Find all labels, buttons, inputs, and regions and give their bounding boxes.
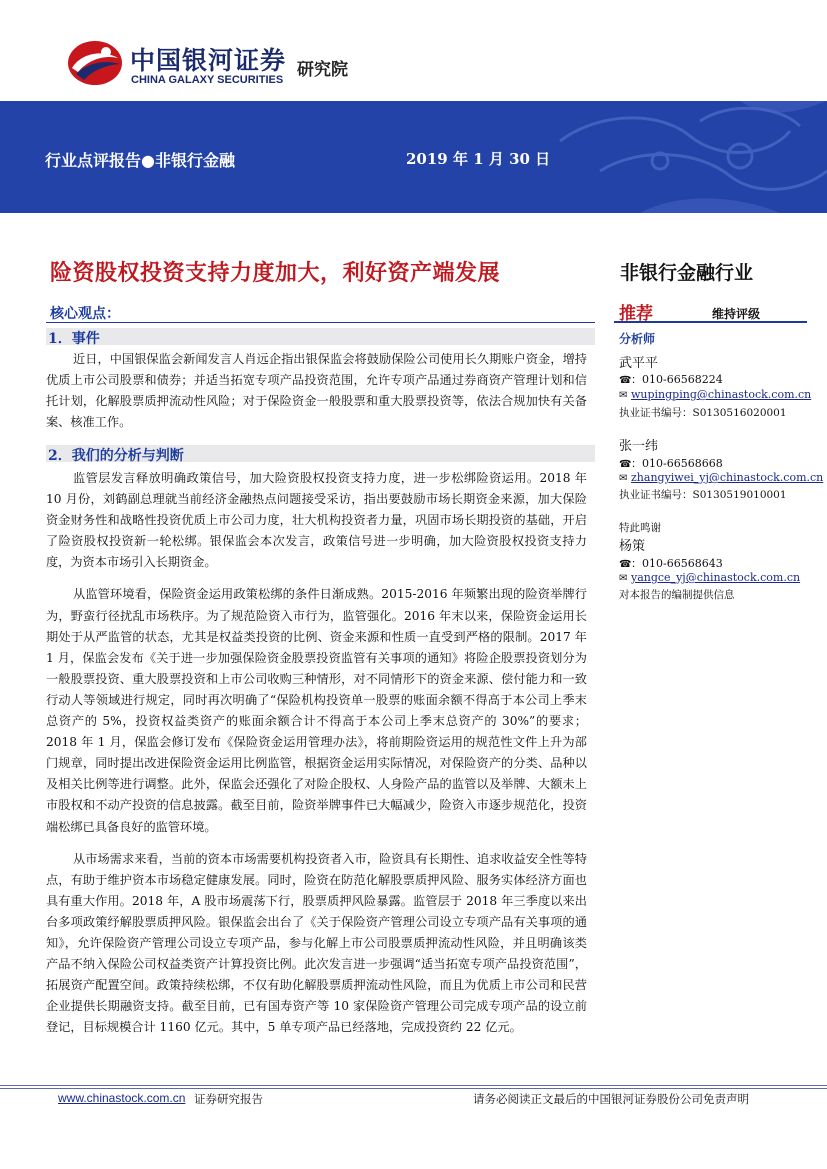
analyst-email bbox=[619, 388, 811, 401]
institute-label: 研究院 bbox=[297, 60, 348, 80]
thanks-phone bbox=[619, 555, 723, 571]
divider bbox=[614, 321, 807, 323]
analyst-phone bbox=[619, 371, 723, 387]
section-body-analysis bbox=[46, 468, 587, 1038]
divider bbox=[46, 322, 595, 323]
paragraph: 监管层发言释放明确政策信号，加大险资股权投资支持力度，进一步松绑险资运用。2018 年 10 月份，刘鹤副总理就当前经济金融热点问题接受采访，指出要鼓励市场长期资金来源，加大保险资金财务性和战略性投资优质上市公司力度，壮大机构投资者力量，巩固市场长期投资的基础，开启了险资股权投资新一轮松绑。银保监会本次发言，政策信号进一步明确，加大险资股权投资支持力度，为资本市场引入长期资金。 bbox=[46, 471, 587, 570]
phone-icon: ☎ bbox=[619, 375, 632, 386]
mail-icon: ✉ bbox=[619, 473, 628, 484]
section-title-event: 1．事件 bbox=[48, 331, 100, 347]
analyst-phone bbox=[619, 455, 723, 471]
analyst-name: 武平平 bbox=[619, 356, 659, 371]
rating-maintain: 维持评级 bbox=[712, 307, 761, 321]
analyst-name: 张一纬 bbox=[619, 439, 659, 454]
section-body-event bbox=[46, 349, 587, 433]
mail-icon: ✉ bbox=[619, 573, 628, 584]
email-link[interactable]: wupingping@chinastock.com.cn bbox=[631, 388, 812, 401]
paragraph: 从监管环境看，保险资金运用政策松绑的条件日渐成熟。2015-2016 年频繁出现的险资举牌行为，野蛮行径扰乱市场秩序。为了规范险资入市行为，监管强化。2016 年末以来，保险资金运用长期处于从严监管的状态，尤其是权益类投资的比例、资金来源和性质一直受到严格的限制。2017 年 1 月，保监会发布《关于进一步加强保险资金股票投资监管有关事项的通知》将险企股票投资划分为一般股票投资、重大股票投资和上市公司收购三种情形，对不同情形下的资金来源、偿付能力和一致行动人等领域进行规定，同时再次明确了“保险机构投资单一股票的账面余额不得高于本公司上季末总资产的 5%，投资权益类资产的账面余额合计不得高于本公司上季末总资产的 30%”的要求；2018 年 1 月，保监会修订发布《保险资金运用管理办法》，将前期险资运用的规范性文件上升为部门规章，同时提出改进保险资金运用比例监管，根据资金运用实际情况，对保险资产的分类、品种以及相关比例等进行调整。此外，保监会还强化了对险企股权、人身险产品的监管以及举牌、大额未上市股权和不动产投资的信息披露。截至目前，险资举牌事件已大幅减少，险资入市逐步规范化，投资端松绑已具备良好的监管环境。 bbox=[46, 587, 587, 834]
section-title-analysis: 2．我们的分析与判断 bbox=[48, 448, 184, 464]
analyst-label: 分析师 bbox=[619, 332, 656, 346]
thanks-email bbox=[619, 571, 800, 584]
brand-name-cn: 中国银河证券 bbox=[130, 46, 287, 75]
paragraph: 从市场需求来看，当前的资本市场需要机构投资者入市，险资具有长期性、追求收益安全性等特点，有助于维护资本市场稳定健康发展。同时，险资在防范化解股票质押风险、服务实体经济方面也具有重大作用。2018 年，A 股市场震荡下行，股票质押风险暴露。监管层于 2018 年三季度以来出台多项政策纾解股票质押风险。银保监会出台了《关于保险资产管理公司设立专项产品有关事项的通知》，允许保险资产管理公司设立专项产品，参与化解上市公司股票质押流动性风险，并且明确该类产品不纳入保险公司权益类资产计算投资比例。此次发言进一步强调“适当拓宽专项产品投资范围”，拓展资产配置空间。政策持续松绑，不仅有助化解股票质押流动性风险，而且为优质上市公司和民营企业提供长期融资支持。截至目前，已有国寿资产等 10 家保险资产管理公司完成专项产品的设立前登记，目标规模合计 1160 亿元。其中，5 单专项产品已经落地，完成投资约 22 亿元。 bbox=[46, 851, 587, 1035]
footer-divider bbox=[0, 1085, 827, 1086]
thanks-label: 特此鸣谢 bbox=[619, 522, 661, 534]
phone-number: ：010-66568668 bbox=[631, 457, 723, 470]
phone-number: ：010-66568643 bbox=[631, 557, 723, 570]
section-bar bbox=[46, 328, 595, 345]
email-link[interactable]: yangce_yj@chinastock.com.cn bbox=[631, 571, 801, 584]
brand-name-en: CHINA GALAXY SECURITIES bbox=[131, 74, 284, 86]
galaxy-logo-icon bbox=[66, 38, 124, 88]
mail-icon: ✉ bbox=[619, 390, 628, 401]
footer-label: 证券研究报告 bbox=[194, 1092, 263, 1106]
thanks-note: 对本报告的编制提供信息 bbox=[619, 589, 735, 601]
header-band bbox=[0, 101, 827, 213]
phone-icon: ☎ bbox=[619, 459, 632, 470]
report-type: 行业点评报告●非银行金融 bbox=[45, 151, 235, 170]
phone-number: ：010-66568224 bbox=[631, 373, 723, 386]
rating-recommend: 推荐 bbox=[619, 304, 653, 324]
footer-divider bbox=[0, 1088, 827, 1089]
thanks-name: 杨策 bbox=[619, 539, 646, 554]
analyst-license: 执业证书编号：S0130516020001 bbox=[619, 407, 787, 419]
report-title: 险资股权投资支持力度加大，利好资产端发展 bbox=[50, 260, 501, 286]
core-view-label: 核心观点： bbox=[50, 306, 120, 322]
phone-icon: ☎ bbox=[619, 559, 632, 570]
analyst-email bbox=[619, 471, 823, 484]
website-link[interactable]: www.chinastock.com.cn bbox=[58, 1091, 186, 1105]
email-link[interactable]: zhangyiwei_yj@chinastock.com.cn bbox=[631, 471, 824, 484]
analyst-license: 执业证书编号：S0130519010001 bbox=[619, 489, 787, 501]
disclaimer-note: 请务必阅读正文最后的中国银河证券股份公司免责声明 bbox=[473, 1092, 749, 1106]
paragraph: 近日，中国银保监会新闻发言人肖远企指出银保监会将鼓励保险公司使用长久期账户资金，增持优质上市公司股票和债券；并适当拓宽专项产品投资范围，允许专项产品通过券商资产管理计划和信托计划，化解股票质押流动性风险；对于保险资金一般股票和重大股票投资等，依法合规加快有关备案、核准工作。 bbox=[46, 352, 587, 430]
industry-label: 非银行金融行业 bbox=[620, 262, 754, 284]
report-date: 2019 年 1 月 30 日 bbox=[406, 150, 551, 168]
